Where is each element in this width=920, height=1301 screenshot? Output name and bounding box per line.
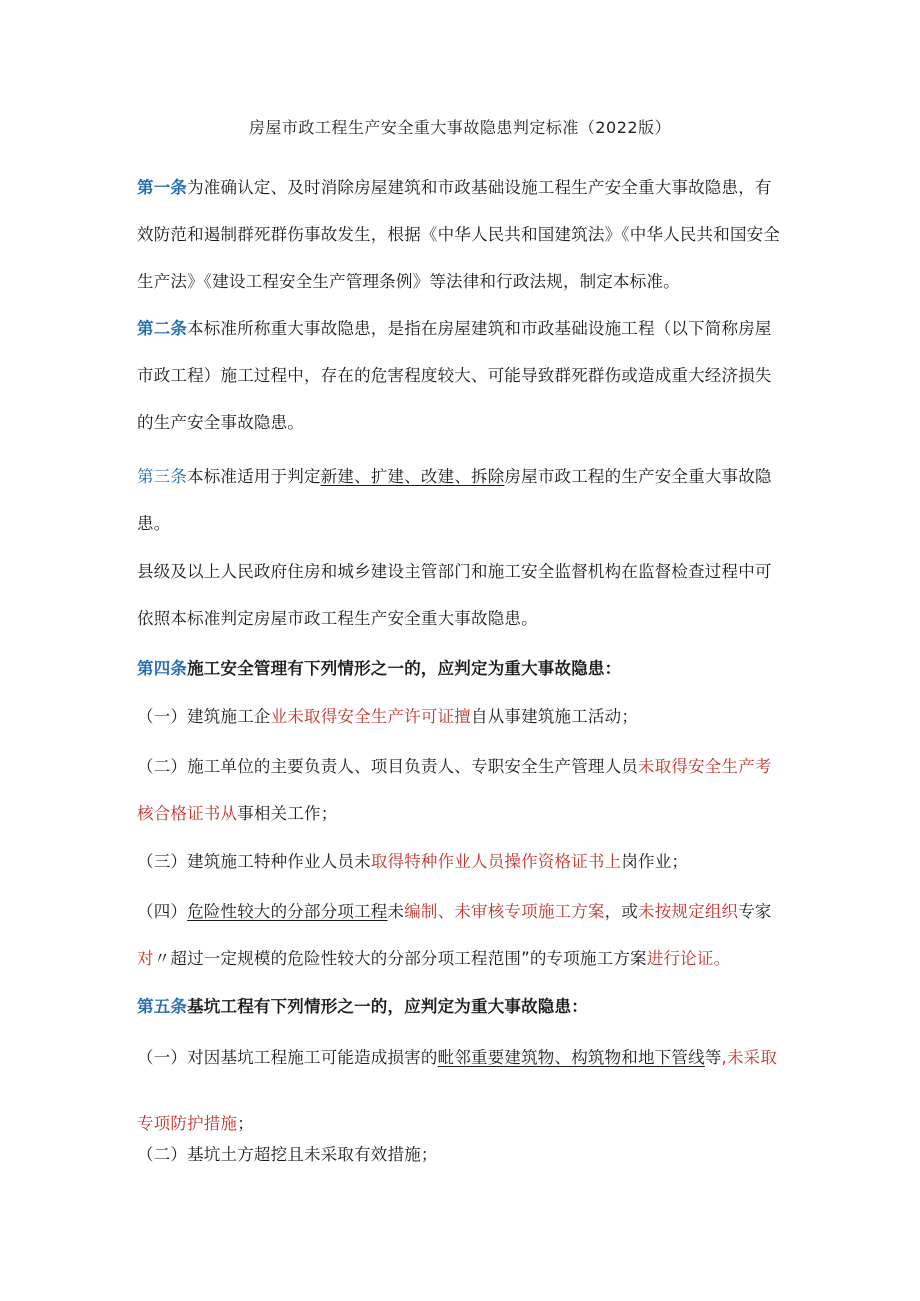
article-3-scope: 新建、扩建、改建、拆除 [320, 467, 505, 486]
article-5-label: 第五条 [137, 997, 188, 1016]
article-5 [137, 983, 787, 1030]
article-2-text: 本标准所称重大事故隐患，是指在房屋建筑和市政基础设施工程（以下简称房屋市政工程）施工过程中，存在的危害程度较大、可能导致群死群伤或造成重大经济损失的生产安全事故隐患。 [137, 319, 772, 432]
article-1 [137, 164, 787, 305]
article-4-item-4-highlight-4: 进行论证。 [646, 949, 731, 968]
article-4-item-4-highlight-3: 对 [137, 949, 154, 968]
article-4-item-1-highlight: 业未取得安全生产许可证擅 [270, 707, 472, 726]
article-3-text-2: 房屋市政工程的生产安全重大事故隐患。 [137, 467, 772, 533]
article-4-item-2 [137, 743, 787, 837]
article-4-item-1 [137, 693, 787, 740]
article-2 [137, 305, 787, 446]
article-4-item-4-i: 〃超过一定规模的危险性较大的分部分项工程范围”的专项施工方案 [153, 949, 647, 968]
article-4-label: 第四条 [137, 659, 188, 678]
article-5-heading: 基坑工程有下列情形之一的，应判定为重大事故隐患： [187, 997, 588, 1016]
article-4-item-3-highlight: 取得特种作业人员操作资格证书上 [370, 852, 622, 871]
article-4-item-2-a: （二）施工单位的主要负责人、项目负责人、专职安全生产管理人员 [137, 757, 638, 776]
article-4-item-3-a: （三）建筑施工特种作业人员未 [137, 852, 371, 871]
article-4 [137, 645, 787, 692]
article-4-item-2-c: 事相关工作； [237, 804, 338, 823]
article-4-item-4-highlight-2: 未按规定组织 [638, 902, 739, 921]
article-4-item-4-e: ，或 [604, 902, 639, 921]
article-4-item-2-highlight: 未取得安全生产考核合格证书从 [137, 757, 772, 823]
article-3 [137, 453, 787, 547]
article-4-item-4-c: 未 [387, 902, 405, 921]
article-3-paragraph-2: 县级及以上人民政府住房和城乡建设主管部门和施工安全监督机构在监督检查过程中可依照本标准判定房屋市政工程生产安全重大事故隐患。 [137, 562, 772, 628]
article-5-item-1-scope: 毗邻重要建筑物、构筑物和地下管线 [437, 1048, 705, 1067]
article-4-item-4-scope: 危险性较大的分部分项工程 [187, 902, 388, 921]
article-1-label: 第一条 [137, 178, 188, 197]
article-5-item-1-c: 等 [704, 1048, 722, 1067]
document-title: 房屋市政工程生产安全重大事故隐患判定标准（2022版） [248, 118, 672, 137]
article-5-item-1-highlight: ,未采取专项防护措施 [137, 1048, 778, 1133]
article-4-item-4 [137, 888, 787, 982]
article-5-item-1-a: （一）对因基坑工程施工可能造成损害的 [137, 1048, 438, 1067]
article-3-label: 第三条 [137, 467, 188, 486]
article-3-text-1: 本标准适用于判定 [187, 467, 321, 486]
article-4-item-3 [137, 838, 787, 885]
article-4-item-1-c: 自从事建筑施工活动； [471, 707, 639, 726]
article-5-item-1-e: ； [237, 1114, 254, 1133]
article-4-item-3-c: 岗作业； [621, 852, 689, 871]
article-4-item-4-g: 专家 [738, 902, 772, 921]
article-4-item-1-a: （一）建筑施工企 [137, 707, 271, 726]
article-4-heading: 施工安全管理有下列情形之一的，应判定为重大事故隐患： [187, 659, 622, 678]
article-4-item-4-a: （四） [137, 902, 188, 921]
article-2-label: 第二条 [137, 319, 188, 338]
article-5-item-2: （二）基坑土方超挖且未采取有效措施； [137, 1145, 438, 1164]
article-1-text: 为准确认定、及时消除房屋建筑和市政基础设施工程生产安全重大事故隐患，有效防范和遏制群死群伤事故发生，根据《中华人民共和国建筑法》《中华人民共和国安全生产法》《建设工程安全生产管理条例》等法律和行政法规，制定本标准。 [137, 178, 781, 291]
article-4-item-4-highlight-1: 编制、未审核专项施工方案 [404, 902, 605, 921]
